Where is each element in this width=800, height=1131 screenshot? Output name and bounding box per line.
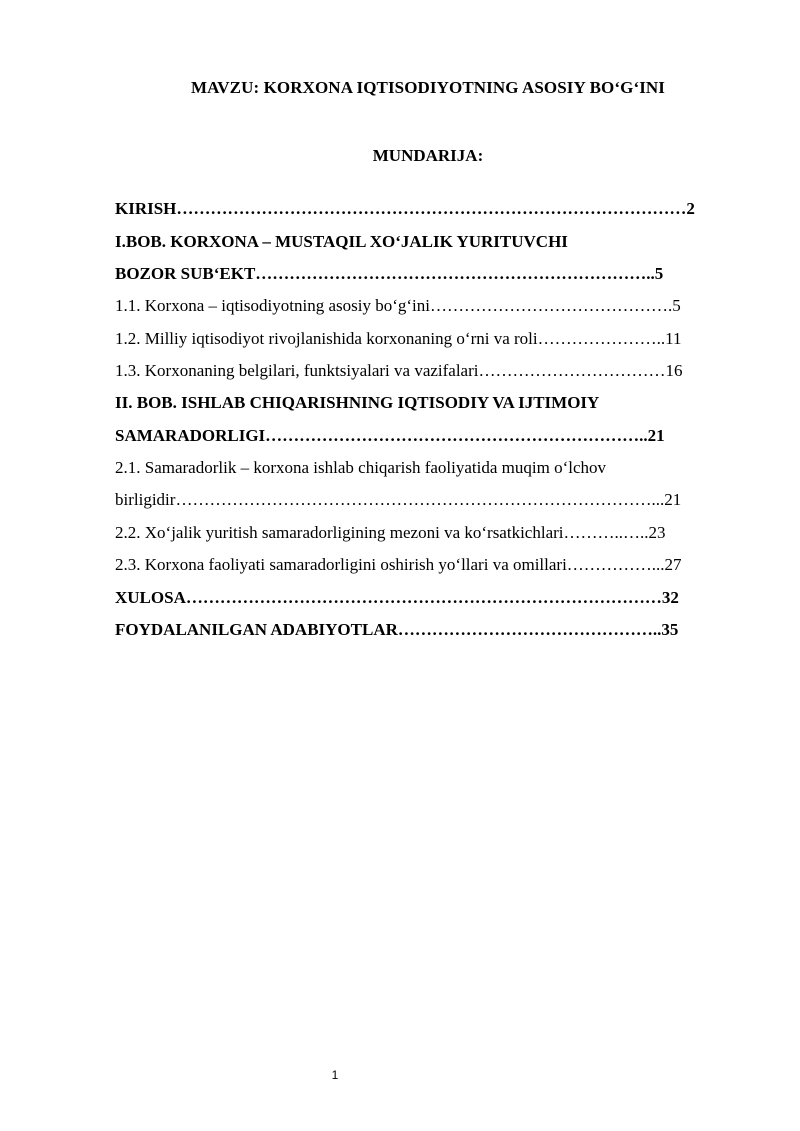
toc-entry-section-2-3: 2.3. Korxona faoliyati samaradorligini oshirish yo‘llari va omillari……………...27 (115, 555, 682, 574)
toc-entry-section-1-1: 1.1. Korxona – iqtisodiyotning asosiy bo‘g‘ini…………………………………….5 (115, 296, 681, 315)
toc-entry-kirish: KIRISH………………………………………………………………………………2 (115, 199, 695, 218)
toc-entry-chapter-1-continuation: BOZOR SUB‘EKT……………………………………………………………..5 (115, 264, 664, 283)
toc-entry-chapter-2-title: II. BOB. ISHLAB CHIQARISHNING IQTISODIY VA IJTIMOIY (115, 393, 600, 412)
toc-entry-section-2-1-continuation: birligidir…………………………………………………………………………...21 (115, 490, 682, 509)
toc-entry-section-1-2: 1.2. Milliy iqtisodiyot rivojlanishida korxonaning o‘rni va roli…………………..11 (115, 329, 682, 348)
toc-entry-section-2-1: 2.1. Samaradorlik – korxona ishlab chiqarish faoliyatida muqim o‘lchov (115, 458, 606, 477)
toc-entry-section-1-3: 1.3. Korxonaning belgilari, funktsiyalari va vazifalari……………………………16 (115, 361, 683, 380)
toc-entry-references: FOYDALANILGAN ADABIYOTLAR………………………………………..35 (115, 620, 679, 639)
toc-entry-chapter-1-title: I.BOB. KORXONA – MUSTAQIL XO‘JALIK YURITUVCHI (115, 232, 568, 251)
page-number: 1 (331, 1068, 339, 1082)
contents-heading: MUNDARIJA: (372, 146, 484, 165)
document-title: MAVZU: KORXONA IQTISODIYOTNING ASOSIY BO‘G‘INI (190, 78, 666, 97)
toc-entry-xulosa: XULOSA…………………………………………………………………………32 (115, 588, 679, 607)
toc-entry-chapter-2-continuation: SAMARADORLIGI…………………………………………………………..21 (115, 426, 665, 445)
toc-entry-section-2-2: 2.2. Xo‘jalik yuritish samaradorligining mezoni va ko‘rsatkichlari………..…..23 (115, 523, 666, 542)
